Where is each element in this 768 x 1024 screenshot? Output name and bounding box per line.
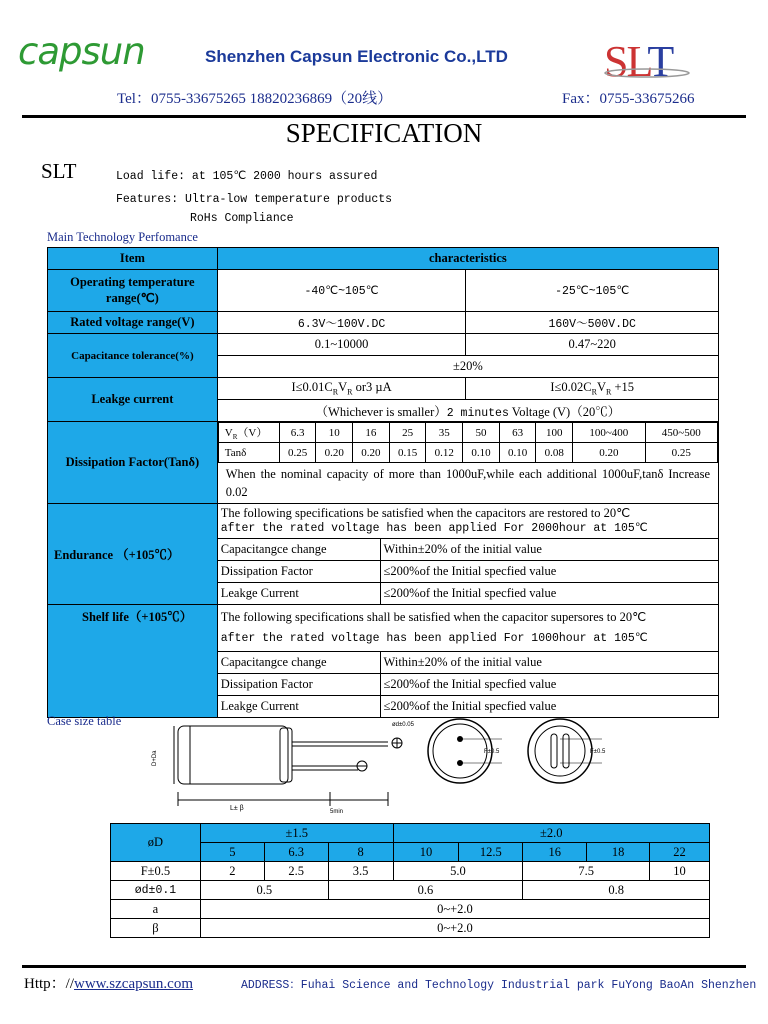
f-value: 7.5 [523, 862, 650, 881]
cap-range-a: 0.1~10000 [217, 334, 466, 356]
diagram-length-label: L± β [230, 805, 244, 812]
a-value: 0~+2.0 [200, 900, 709, 919]
diameter-cell: 10 [393, 843, 459, 862]
df-value: 0.20 [316, 443, 353, 463]
diagram-od-label: ød±0.05 [392, 722, 414, 728]
rated-voltage-a: 6.3V～100V.DC [217, 312, 466, 334]
df-value: 0.12 [426, 443, 463, 463]
beta-label: β [111, 919, 201, 938]
df-value: 0.08 [536, 443, 573, 463]
diagram-f1-label: F±0.5 [484, 749, 500, 755]
df-cell [217, 422, 718, 504]
f-value: 2.5 [264, 862, 328, 881]
leak-note [217, 400, 718, 422]
rohs-text: RoHs Compliance [190, 212, 294, 225]
diameter-cell: 18 [587, 843, 650, 862]
features-text: Features: Ultra-low temperature products [116, 193, 393, 206]
shelf-crit-value: Within±20% of the initial value [380, 652, 718, 674]
df-value: 0.20 [353, 443, 390, 463]
f-value: 5.0 [393, 862, 523, 881]
shelf-life-text-line1: The following specifications shall be satisfied when the capacitor supersores to 20℃ [220, 610, 647, 624]
df-voltage: 10 [316, 423, 353, 443]
leak-note-c: Voltage (V)（20℃） [511, 404, 621, 419]
header-item: Item [48, 248, 218, 270]
f-label: F±0.5 [111, 862, 201, 881]
footer-website [24, 972, 193, 993]
shelf-crit-key: Capacitangce change [217, 652, 380, 674]
endurance-crit-key: Dissipation Factor [217, 561, 380, 583]
fax: Fax：0755-33675266 [562, 91, 695, 107]
endurance-crit-key: Leakge Current [217, 583, 380, 605]
tol-a: ±1.5 [200, 824, 393, 843]
df-tan-label: Tanδ [218, 443, 279, 463]
section-title: Main Technology Perfomance [47, 230, 198, 244]
df-voltage: 63 [499, 423, 536, 443]
header-characteristics: characteristics [217, 248, 718, 270]
df-voltage: 35 [426, 423, 463, 443]
diameter-cell: 5 [200, 843, 264, 862]
od-label: øD [111, 824, 201, 862]
d-value: 0.6 [328, 881, 523, 900]
spec-table [47, 247, 719, 718]
op-temp-label: Operating temperature range(℃) [48, 270, 218, 312]
df-voltage: 50 [463, 423, 500, 443]
shelf-life-text [217, 605, 718, 652]
df-table [218, 422, 718, 463]
http-label: Http：// [24, 976, 75, 992]
cap-tol-label: Capacitance tolerance(%) [48, 334, 218, 378]
endurance-crit-value: ≤200%of the Initial specfied value [380, 583, 718, 605]
endurance-text-line2: after the rated voltage has been applied For 2000hour at 105℃ [220, 522, 648, 535]
diagram-f2-label: F±0.5 [590, 749, 606, 755]
rated-voltage-b: 160V～500V.DC [466, 312, 719, 334]
df-tan-row [218, 443, 717, 463]
df-value: 0.25 [645, 443, 718, 463]
cap-range-b: 0.47~220 [466, 334, 719, 356]
capacitor-dimension-diagram [130, 716, 630, 821]
website-link[interactable]: www.szcapsun.com [74, 976, 194, 992]
company-name: Shenzhen Capsun Electronic Co.,LTD [205, 47, 508, 66]
diameter-cell: 8 [328, 843, 393, 862]
rated-voltage-label: Rated voltage range(V) [48, 312, 218, 334]
shelf-crit-key: Dissipation Factor [217, 674, 380, 696]
f-value: 3.5 [328, 862, 393, 881]
cap-tolerance: ±20% [217, 356, 718, 378]
endurance-crit-key: Capacitangce change [217, 539, 380, 561]
slt-brand-logo: SLT [604, 37, 673, 86]
diameter-cell: 22 [650, 843, 710, 862]
leak-formula-a: $I\le 0.01C_RV_R$ or3 µA [217, 378, 466, 400]
leak-label: Leakge current [48, 378, 218, 422]
leak-note-b: 2 minutes [446, 406, 509, 420]
d-value: 0.8 [523, 881, 710, 900]
df-value: 0.25 [279, 443, 316, 463]
beta-value: 0~+2.0 [200, 919, 709, 938]
case-size-label: Case size table [47, 714, 122, 728]
page-title: SPECIFICATION [285, 118, 483, 148]
series-label: SLT [41, 159, 77, 183]
df-value: 0.20 [573, 443, 645, 463]
shelf-life-text-line2: after the rated voltage has been applied For 1000hour at 105℃ [220, 632, 648, 645]
df-value: 0.15 [389, 443, 426, 463]
df-label: Dissipation Factor(Tanδ) [48, 422, 218, 504]
endurance-crit-value: ≤200%of the Initial specfied value [380, 561, 718, 583]
diameter-cell: 6.3 [264, 843, 328, 862]
diagram-dia-label: D+Da [152, 750, 158, 766]
leak-formula-b: $I\le 0.02C_RV_R +15$ [466, 378, 719, 400]
diagram-lead-label: 5min [330, 809, 344, 815]
a-label: a [111, 900, 201, 919]
op-temp-b: -25℃~105℃ [466, 270, 719, 312]
df-vr-label: $V_R(V)$ [218, 423, 279, 443]
endurance-text [217, 504, 718, 539]
df-note: When the nominal capacity of more than 1000uF,while each additional 1000uF,tanδ Increase 0.02 [225, 467, 710, 499]
tol-b: ±2.0 [393, 824, 709, 843]
capsun-logo: capsun [18, 30, 145, 73]
diameter-cell: 12.5 [459, 843, 523, 862]
shelf-crit-key: Leakge Current [217, 696, 380, 718]
df-voltage: 25 [389, 423, 426, 443]
load-life-text: Load life: at 105℃ 2000 hours assured [116, 170, 378, 183]
df-voltage: 100 [536, 423, 573, 443]
df-voltage: 450~500 [645, 423, 718, 443]
op-temp-a: -40℃~105℃ [217, 270, 466, 312]
df-value: 0.10 [499, 443, 536, 463]
f-value: 10 [650, 862, 710, 881]
shelf-life-label: Shelf life（+105℃） [48, 605, 218, 718]
telephone: Tel：0755-33675265 18820236869（20线） [117, 91, 393, 107]
df-voltage: 6.3 [279, 423, 316, 443]
df-voltage: 100~400 [573, 423, 645, 443]
f-value: 2 [200, 862, 264, 881]
leak-note-a: （Whichever is smaller） [315, 404, 447, 419]
diameter-cell: 16 [523, 843, 587, 862]
endurance-text-line1: The following specifications be satisfied when the capacitors are restored to 20℃ [220, 506, 631, 520]
endurance-crit-value: Within±20% of the initial value [380, 539, 718, 561]
df-voltage-row [218, 423, 717, 443]
slt-swoosh-icon [602, 66, 692, 80]
d-value: 0.5 [200, 881, 328, 900]
endurance-label: Endurance （+105℃） [48, 504, 218, 605]
df-value: 0.10 [463, 443, 500, 463]
shelf-crit-value: ≤200%of the Initial specfied value [380, 674, 718, 696]
d-label: ød±0.1 [111, 881, 201, 900]
footer-address: ADDRESS：Fuhai Science and Technology Industrial park FuYong BaoAn Shenzhen [241, 979, 757, 992]
shelf-crit-value: ≤200%of the Initial specfied value [380, 696, 718, 718]
df-voltage: 16 [353, 423, 390, 443]
footer-divider [22, 965, 746, 968]
case-size-table [110, 823, 710, 938]
